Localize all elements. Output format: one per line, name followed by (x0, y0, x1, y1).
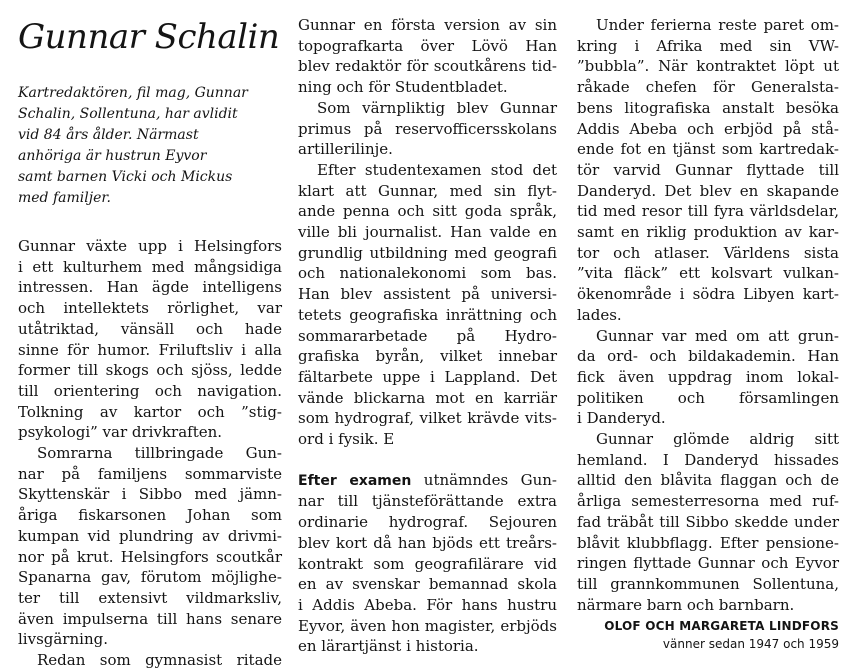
article-lede (18, 83, 282, 209)
text-line: Tolkning av kartor och ”stig- (18, 402, 282, 421)
text-line: ord i fysik. E (298, 430, 395, 449)
text-line: ter till extensivt vildmarksliv, (18, 588, 282, 607)
lede-line: vid 84 års ålder. Närmast (18, 127, 199, 143)
text-line: hemland. I Danderyd hissades (577, 450, 839, 469)
lede-line: samt barnen Vicki och Mickus (18, 169, 233, 185)
text-line: Gunnar växte upp i Helsingfors (18, 237, 282, 255)
text-line: Efter studentexamen stod det (317, 160, 557, 179)
text-line: Han blev assistent på universi- (298, 285, 557, 304)
text-line: psykologi” var drivkraften. (18, 423, 223, 442)
text-line: politiken och församlingen (577, 388, 839, 407)
text-line: Spanarna gav, förutom möjlighe- (18, 568, 282, 587)
text-line: Danderyd. Det blev en skapande (577, 181, 839, 200)
text-line: Somrarna tillbringade Gun- (37, 444, 282, 463)
text-line: fältarbete uppe i Lappland. Det (298, 367, 557, 386)
text-line: tid med resor till fyra världsdelar, (577, 202, 839, 221)
column-3 (577, 0, 839, 653)
section-subhead: Efter examen (298, 472, 412, 489)
text-line: Addis Abeba och erbjöd på stå- (577, 119, 839, 138)
text-line: Under ferierna reste paret om- (596, 16, 839, 34)
text-line: fick även uppdrag inom lokal- (577, 367, 839, 386)
text-line (298, 470, 557, 492)
text-line: ning och för Studentbladet. (298, 78, 508, 97)
text-line: i Danderyd. (577, 409, 666, 428)
text-line: och nationalekonomi som bas. (298, 264, 557, 283)
text-line: ordinarie hydrograf. Sejouren (298, 513, 557, 532)
text-line: samt en riklig produktion av kar- (577, 223, 839, 242)
text-line: klart att Gunnar, med sin flyt- (298, 181, 557, 200)
text-line: blev redaktör för scoutkårens tid- (298, 57, 557, 76)
text-line: primus på reservofficersskolans (298, 119, 557, 138)
text-line: Gunnar en första version av sin (298, 16, 557, 34)
text-line: vände blickarna mot en karriär (298, 388, 557, 407)
text-line: former till skogs och sjöss, ledde (18, 361, 282, 380)
text-line: tor och atlaser. Världens sista (577, 243, 839, 262)
text-line: ringen flyttade Gunnar och Eyvor (577, 554, 839, 573)
text-line: grundlig utbildning med geografi (298, 243, 557, 262)
author-note: vänner sedan 1947 och 1959 (662, 637, 839, 652)
column-2 (298, 0, 557, 657)
text-line: fad träbåt till Sibbo skedde under (577, 512, 839, 531)
body-text (298, 15, 557, 657)
paragraph-gap (298, 450, 557, 470)
column-1 (18, 0, 282, 671)
text-line: kumpan vid plundring av drivmi- (18, 526, 282, 545)
text-line: topografkarta över Lövö Han (298, 36, 557, 55)
text-line: i Addis Abeba. För hans hustru (298, 595, 557, 614)
text-line: till grannkommunen Sollentuna, (577, 574, 839, 593)
author-signature: OLOF OCH MARGARETA LINDFORS (604, 619, 839, 634)
text-line: bens litografiska anstalt besöka (577, 98, 839, 117)
text-line: även impulserna till hans senare (18, 609, 282, 628)
article-headline: Gunnar Schalin (18, 17, 280, 57)
text-line: ville bli journalist. Han valde en (298, 223, 557, 242)
text-line: och intellektets rörlighet, var (18, 299, 282, 318)
text-line: ”vita fläck” ett kolsvart vulkan- (577, 264, 839, 283)
text-line: Gunnar glömde aldrig sitt (596, 430, 839, 449)
text-line: utåtriktad, vänsäll och hade (18, 319, 282, 338)
text-line: råkade chefen för Generalsta- (577, 78, 839, 97)
text-line: artillerilinje. (298, 140, 393, 159)
text-line: blev kort då han bjöds ett treårs- (298, 533, 557, 552)
text-line: närmare barn och barnbarn. (577, 595, 795, 614)
text-line: grafiska byrån, vilket innebar (298, 347, 557, 366)
text-line: till orientering och navigation. (18, 381, 282, 400)
text-line: nar till tjänsteförättande extra (298, 492, 557, 511)
text-line: Som värnpliktig blev Gunnar (317, 98, 557, 117)
text-line: livsgärning. (18, 630, 108, 649)
text-line: åriga fiskarsonen Johan som (18, 506, 282, 525)
text-line: alltid den blåvita flaggan och de (577, 471, 839, 490)
text-line: ende fot en tjänst som kartredak- (577, 140, 839, 159)
text-line: Gunnar var med om att grun- (596, 326, 839, 345)
text-fragment: utnämndes Gun- (411, 470, 557, 489)
text-line: en lärartjänst i historia. (298, 637, 479, 656)
lede-line: Kartredaktören, fil mag, Gunnar (18, 85, 248, 101)
text-line: Eyvor, även hon magister, erbjöds (298, 616, 557, 635)
text-line: Skyttenskär i Sibbo med jämn- (18, 485, 282, 504)
text-line: tetets geografiska inrättning och (298, 305, 557, 324)
lede-line: anhöriga är hustrun Eyvor (18, 148, 207, 164)
text-line: ”bubbla”. När kontraktet löpt ut (577, 57, 839, 76)
body-text (577, 15, 839, 615)
text-line: tör varvid Gunnar flyttade till (577, 160, 839, 179)
text-line: Redan som gymnasist ritade (37, 651, 282, 670)
text-line: nar på familjens sommarviste (18, 464, 282, 483)
text-line: da ord- och bildakademin. Han (577, 347, 839, 366)
text-line: kring i Afrika med sin VW- (577, 36, 839, 55)
lede-line: med familjer. (18, 190, 111, 206)
lede-line: Schalin, Sollentuna, har avlidit (18, 106, 238, 122)
text-line: sinne för humor. Friluftsliv i alla (18, 340, 282, 359)
text-line: intressen. Han ägde intelligens (18, 278, 282, 297)
text-line: ande penna och sitt goda språk, (298, 202, 557, 221)
text-line: en av svenskar bemannad skola (298, 575, 557, 594)
text-line: kontrakt som geografilärare vid (298, 554, 557, 573)
text-line: nor på krut. Helsingfors scoutkår (18, 547, 282, 566)
text-line: lades. (577, 305, 622, 324)
text-line: ökenområde i södra Libyen kart- (577, 285, 839, 304)
text-line: som hydrograf, vilket krävde vits- (298, 409, 557, 428)
text-line: sommararbetade på Hydro- (298, 326, 557, 345)
text-line: årliga semesterresorna med ruf- (577, 492, 839, 511)
text-line: i ett kulturhem med mångsidiga (18, 257, 282, 276)
body-text (18, 236, 282, 671)
text-line: blåvit klubbflagg. Efter pensione- (577, 533, 839, 552)
